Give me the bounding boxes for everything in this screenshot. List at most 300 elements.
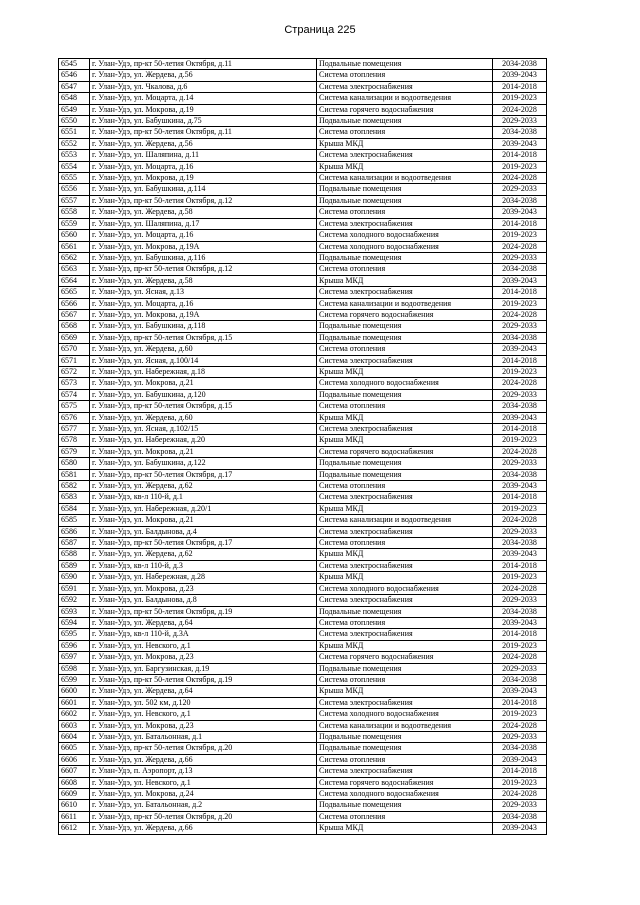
system-cell: Система отопления <box>317 207 493 218</box>
system-cell: Подвальные помещения <box>317 731 493 742</box>
row-number: 6570 <box>59 344 90 355</box>
address-cell: г. Улан-Удэ, ул. Невского, д.1 <box>90 709 317 720</box>
period-cell: 2024-2028 <box>493 104 547 115</box>
row-number: 6553 <box>59 150 90 161</box>
row-number: 6580 <box>59 458 90 469</box>
table-row <box>59 173 547 184</box>
address-cell: г. Улан-Удэ, ул. Мокрова, д.19 <box>90 173 317 184</box>
row-number: 6587 <box>59 538 90 549</box>
period-cell: 2034-2038 <box>493 811 547 822</box>
address-cell: г. Улан-Удэ, ул. Чкалова, д.6 <box>90 81 317 92</box>
row-number: 6589 <box>59 560 90 571</box>
row-number: 6607 <box>59 766 90 777</box>
table-row <box>59 81 547 92</box>
table-row <box>59 629 547 640</box>
table-row <box>59 697 547 708</box>
table-row <box>59 70 547 81</box>
row-number: 6560 <box>59 230 90 241</box>
system-cell: Система электроснабжения <box>317 287 493 298</box>
row-number: 6572 <box>59 366 90 377</box>
row-number: 6600 <box>59 686 90 697</box>
system-cell: Подвальные помещения <box>317 458 493 469</box>
address-cell: г. Улан-Удэ, ул. Набережная, д.20 <box>90 435 317 446</box>
table-row <box>59 800 547 811</box>
period-cell: 2039-2043 <box>493 70 547 81</box>
system-cell: Подвальные помещения <box>317 663 493 674</box>
row-number: 6547 <box>59 81 90 92</box>
system-cell: Подвальные помещения <box>317 606 493 617</box>
table-row <box>59 720 547 731</box>
table-row <box>59 789 547 800</box>
system-cell: Система отопления <box>317 811 493 822</box>
address-cell: г. Улан-Удэ, ул. Мокрова, д.21 <box>90 515 317 526</box>
system-cell: Крыша МКД <box>317 138 493 149</box>
system-cell: Система электроснабжения <box>317 150 493 161</box>
row-number: 6563 <box>59 264 90 275</box>
address-cell: г. Улан-Удэ, ул. Моцарта, д.16 <box>90 298 317 309</box>
system-cell: Система отопления <box>317 70 493 81</box>
period-cell: 2039-2043 <box>493 412 547 423</box>
address-cell: г. Улан-Удэ, ул. Мокрова, д.21 <box>90 446 317 457</box>
row-number: 6592 <box>59 595 90 606</box>
table-row <box>59 207 547 218</box>
row-number: 6610 <box>59 800 90 811</box>
row-number: 6579 <box>59 446 90 457</box>
period-cell: 2029-2033 <box>493 389 547 400</box>
table-row <box>59 674 547 685</box>
period-cell: 2029-2033 <box>493 526 547 537</box>
system-cell: Система горячего водоснабжения <box>317 777 493 788</box>
table-row <box>59 298 547 309</box>
period-cell: 2039-2043 <box>493 138 547 149</box>
table-row <box>59 743 547 754</box>
address-cell: г. Улан-Удэ, ул. Бабушкина, д.122 <box>90 458 317 469</box>
address-cell: г. Улан-Удэ, ул. Мокрова, д.19А <box>90 241 317 252</box>
period-cell: 2019-2023 <box>493 777 547 788</box>
address-cell: г. Улан-Удэ, ул. Невского, д.1 <box>90 777 317 788</box>
period-cell: 2019-2023 <box>493 161 547 172</box>
address-cell: г. Улан-Удэ, ул. Бабушкина, д.75 <box>90 116 317 127</box>
table-row <box>59 469 547 480</box>
row-number: 6595 <box>59 629 90 640</box>
row-number: 6556 <box>59 184 90 195</box>
period-cell: 2034-2038 <box>493 606 547 617</box>
system-cell: Крыша МКД <box>317 275 493 286</box>
table-row <box>59 492 547 503</box>
table-row <box>59 412 547 423</box>
table-row <box>59 378 547 389</box>
address-cell: г. Улан-Удэ, ул. Ясная, д.102/15 <box>90 424 317 435</box>
row-number: 6598 <box>59 663 90 674</box>
period-cell: 2039-2043 <box>493 686 547 697</box>
system-cell: Система электроснабжения <box>317 526 493 537</box>
period-cell: 2029-2033 <box>493 458 547 469</box>
system-cell: Система электроснабжения <box>317 560 493 571</box>
row-number: 6559 <box>59 218 90 229</box>
address-cell: г. Улан-Удэ, ул. Шаляпина, д.17 <box>90 218 317 229</box>
system-cell: Система горячего водоснабжения <box>317 446 493 457</box>
period-cell: 2034-2038 <box>493 401 547 412</box>
row-number: 6583 <box>59 492 90 503</box>
address-cell: г. Улан-Удэ, ул. Баргузинская, д.19 <box>90 663 317 674</box>
period-cell: 2024-2028 <box>493 583 547 594</box>
system-cell: Крыша МКД <box>317 686 493 697</box>
address-cell: г. Улан-Удэ, ул. Мокрова, д.19А <box>90 309 317 320</box>
system-cell: Система отопления <box>317 264 493 275</box>
address-cell: г. Улан-Удэ, ул. Жердева, д.62 <box>90 481 317 492</box>
period-cell: 2024-2028 <box>493 309 547 320</box>
system-cell: Крыша МКД <box>317 503 493 514</box>
address-cell: г. Улан-Удэ, ул. Балдынова, д.4 <box>90 526 317 537</box>
address-cell: г. Улан-Удэ, ул. Ясная, д.13 <box>90 287 317 298</box>
period-cell: 2034-2038 <box>493 538 547 549</box>
row-number: 6567 <box>59 309 90 320</box>
period-cell: 2029-2033 <box>493 663 547 674</box>
system-cell: Система электроснабжения <box>317 424 493 435</box>
row-number: 6546 <box>59 70 90 81</box>
table-row <box>59 617 547 628</box>
period-cell: 2029-2033 <box>493 800 547 811</box>
system-cell: Система канализации и водоотведения <box>317 515 493 526</box>
row-number: 6552 <box>59 138 90 149</box>
system-cell: Крыша МКД <box>317 161 493 172</box>
row-number: 6605 <box>59 743 90 754</box>
system-cell: Система отопления <box>317 401 493 412</box>
row-number: 6606 <box>59 754 90 765</box>
address-cell: г. Улан-Удэ, ул. Мокрова, д.23 <box>90 720 317 731</box>
table-row <box>59 195 547 206</box>
row-number: 6562 <box>59 252 90 263</box>
table-row <box>59 321 547 332</box>
row-number: 6601 <box>59 697 90 708</box>
row-number: 6571 <box>59 355 90 366</box>
address-cell: г. Улан-Удэ, ул. Батальонная, д.1 <box>90 731 317 742</box>
system-cell: Крыша МКД <box>317 549 493 560</box>
period-cell: 2039-2043 <box>493 481 547 492</box>
system-cell: Система горячего водоснабжения <box>317 309 493 320</box>
period-cell: 2034-2038 <box>493 332 547 343</box>
address-cell: г. Улан-Удэ, ул. Набережная, д.18 <box>90 366 317 377</box>
system-cell: Подвальные помещения <box>317 800 493 811</box>
row-number: 6582 <box>59 481 90 492</box>
system-cell: Система холодного водоснабжения <box>317 583 493 594</box>
row-number: 6554 <box>59 161 90 172</box>
period-cell: 2014-2018 <box>493 218 547 229</box>
address-cell: г. Улан-Удэ, ул. Жердева, д.58 <box>90 275 317 286</box>
row-number: 6564 <box>59 275 90 286</box>
table-row <box>59 389 547 400</box>
period-cell: 2034-2038 <box>493 674 547 685</box>
row-number: 6609 <box>59 789 90 800</box>
table-row <box>59 264 547 275</box>
system-cell: Система электроснабжения <box>317 492 493 503</box>
table-row <box>59 560 547 571</box>
system-cell: Система отопления <box>317 754 493 765</box>
table-row <box>59 435 547 446</box>
system-cell: Система канализации и водоотведения <box>317 720 493 731</box>
system-cell: Система отопления <box>317 674 493 685</box>
period-cell: 2034-2038 <box>493 743 547 754</box>
period-cell: 2024-2028 <box>493 652 547 663</box>
row-number: 6611 <box>59 811 90 822</box>
period-cell: 2024-2028 <box>493 446 547 457</box>
period-cell: 2029-2033 <box>493 184 547 195</box>
period-cell: 2019-2023 <box>493 366 547 377</box>
system-cell: Система электроснабжения <box>317 218 493 229</box>
address-cell: г. Улан-Удэ, ул. Жердева, д.66 <box>90 754 317 765</box>
system-cell: Система электроснабжения <box>317 766 493 777</box>
table-row <box>59 93 547 104</box>
system-cell: Подвальные помещения <box>317 389 493 400</box>
row-number: 6597 <box>59 652 90 663</box>
period-cell: 2034-2038 <box>493 59 547 70</box>
system-cell: Крыша МКД <box>317 572 493 583</box>
address-cell: г. Улан-Удэ, ул. Моцарта, д.14 <box>90 93 317 104</box>
table-row <box>59 366 547 377</box>
system-cell: Система электроснабжения <box>317 629 493 640</box>
repair-schedule-table <box>58 58 547 835</box>
table-row <box>59 275 547 286</box>
system-cell: Система отопления <box>317 481 493 492</box>
table-row <box>59 309 547 320</box>
page-title: Страница 225 <box>284 24 356 36</box>
address-cell: г. Улан-Удэ, ул. Набережная, д.20/1 <box>90 503 317 514</box>
address-cell: г. Улан-Удэ, ул. Мокрова, д.23 <box>90 652 317 663</box>
table-row <box>59 709 547 720</box>
row-number: 6549 <box>59 104 90 115</box>
row-number: 6548 <box>59 93 90 104</box>
address-cell: г. Улан-Удэ, ул. Жердева, д.56 <box>90 70 317 81</box>
system-cell: Система электроснабжения <box>317 355 493 366</box>
row-number: 6557 <box>59 195 90 206</box>
table-row <box>59 595 547 606</box>
address-cell: г. Улан-Удэ, ул. Ясная, д.100/14 <box>90 355 317 366</box>
table-row <box>59 241 547 252</box>
period-cell: 2029-2033 <box>493 731 547 742</box>
address-cell: г. Улан-Удэ, ул. Жердева, д.62 <box>90 549 317 560</box>
table-row <box>59 731 547 742</box>
address-cell: г. Улан-Удэ, пр-кт 50-летия Октября, д.15 <box>90 401 317 412</box>
period-cell: 2019-2023 <box>493 298 547 309</box>
system-cell: Система отопления <box>317 617 493 628</box>
system-cell: Крыша МКД <box>317 435 493 446</box>
address-cell: г. Улан-Удэ, пр-кт 50-летия Октября, д.19 <box>90 606 317 617</box>
period-cell: 2024-2028 <box>493 515 547 526</box>
address-cell: г. Улан-Удэ, кв-л 110-й, д.3 <box>90 560 317 571</box>
period-cell: 2039-2043 <box>493 754 547 765</box>
table-row <box>59 161 547 172</box>
row-number: 6545 <box>59 59 90 70</box>
system-cell: Крыша МКД <box>317 412 493 423</box>
table-row <box>59 777 547 788</box>
address-cell: г. Улан-Удэ, кв-л 110-й, д.1 <box>90 492 317 503</box>
address-cell: г. Улан-Удэ, ул. Жердева, д.60 <box>90 344 317 355</box>
row-number: 6588 <box>59 549 90 560</box>
period-cell: 2014-2018 <box>493 766 547 777</box>
period-cell: 2024-2028 <box>493 720 547 731</box>
system-cell: Подвальные помещения <box>317 321 493 332</box>
address-cell: г. Улан-Удэ, ул. Бабушкина, д.118 <box>90 321 317 332</box>
system-cell: Подвальные помещения <box>317 195 493 206</box>
table-row <box>59 424 547 435</box>
table-row <box>59 652 547 663</box>
system-cell: Система холодного водоснабжения <box>317 789 493 800</box>
period-cell: 2039-2043 <box>493 823 547 834</box>
system-cell: Система горячего водоснабжения <box>317 104 493 115</box>
row-number: 6561 <box>59 241 90 252</box>
row-number: 6596 <box>59 640 90 651</box>
address-cell: г. Улан-Удэ, ул. Жердева, д.60 <box>90 412 317 423</box>
period-cell: 2029-2033 <box>493 116 547 127</box>
row-number: 6593 <box>59 606 90 617</box>
table-row <box>59 184 547 195</box>
period-cell: 2029-2033 <box>493 321 547 332</box>
system-cell: Подвальные помещения <box>317 332 493 343</box>
address-cell: г. Улан-Удэ, ул. Шаляпина, д.11 <box>90 150 317 161</box>
row-number: 6590 <box>59 572 90 583</box>
address-cell: г. Улан-Удэ, пр-кт 50-летия Октября, д.20 <box>90 743 317 754</box>
system-cell: Подвальные помещения <box>317 116 493 127</box>
system-cell: Система холодного водоснабжения <box>317 230 493 241</box>
system-cell: Система электроснабжения <box>317 81 493 92</box>
table-row <box>59 538 547 549</box>
row-number: 6573 <box>59 378 90 389</box>
system-cell: Подвальные помещения <box>317 469 493 480</box>
row-number: 6584 <box>59 503 90 514</box>
table-row <box>59 446 547 457</box>
row-number: 6585 <box>59 515 90 526</box>
system-cell: Крыша МКД <box>317 823 493 834</box>
period-cell: 2014-2018 <box>493 560 547 571</box>
address-cell: г. Улан-Удэ, пр-кт 50-летия Октября, д.12 <box>90 264 317 275</box>
period-cell: 2039-2043 <box>493 549 547 560</box>
address-cell: г. Улан-Удэ, ул. 502 км, д.120 <box>90 697 317 708</box>
table-row <box>59 401 547 412</box>
row-number: 6602 <box>59 709 90 720</box>
period-cell: 2014-2018 <box>493 287 547 298</box>
address-cell: г. Улан-Удэ, пр-кт 50-летия Октября, д.12 <box>90 195 317 206</box>
row-number: 6550 <box>59 116 90 127</box>
system-cell: Подвальные помещения <box>317 743 493 754</box>
address-cell: г. Улан-Удэ, ул. Батальонная, д.2 <box>90 800 317 811</box>
period-cell: 2034-2038 <box>493 469 547 480</box>
row-number: 6558 <box>59 207 90 218</box>
table-row <box>59 515 547 526</box>
address-cell: г. Улан-Удэ, ул. Мокрова, д.24 <box>90 789 317 800</box>
table-row <box>59 458 547 469</box>
system-cell: Система канализации и водоотведения <box>317 298 493 309</box>
table-row <box>59 138 547 149</box>
address-cell: г. Улан-Удэ, ул. Бабушкина, д.120 <box>90 389 317 400</box>
period-cell: 2019-2023 <box>493 503 547 514</box>
address-cell: г. Улан-Удэ, ул. Жердева, д.56 <box>90 138 317 149</box>
address-cell: г. Улан-Удэ, ул. Балдынова, д.8 <box>90 595 317 606</box>
system-cell: Крыша МКД <box>317 366 493 377</box>
period-cell: 2039-2043 <box>493 275 547 286</box>
address-cell: г. Улан-Удэ, п. Аэропорт, д.13 <box>90 766 317 777</box>
row-number: 6604 <box>59 731 90 742</box>
period-cell: 2034-2038 <box>493 127 547 138</box>
table-row <box>59 686 547 697</box>
row-number: 6569 <box>59 332 90 343</box>
row-number: 6612 <box>59 823 90 834</box>
period-cell: 2014-2018 <box>493 697 547 708</box>
system-cell: Подвальные помещения <box>317 252 493 263</box>
row-number: 6577 <box>59 424 90 435</box>
period-cell: 2019-2023 <box>493 93 547 104</box>
system-cell: Крыша МКД <box>317 640 493 651</box>
system-cell: Подвальные помещения <box>317 184 493 195</box>
address-cell: г. Улан-Удэ, ул. Жердева, д.64 <box>90 617 317 628</box>
system-cell: Система холодного водоснабжения <box>317 378 493 389</box>
table-row <box>59 344 547 355</box>
address-cell: г. Улан-Удэ, ул. Мокрова, д.21 <box>90 378 317 389</box>
address-cell: г. Улан-Удэ, пр-кт 50-летия Октября, д.11 <box>90 127 317 138</box>
address-cell: г. Улан-Удэ, ул. Жердева, д.66 <box>90 823 317 834</box>
period-cell: 2024-2028 <box>493 241 547 252</box>
system-cell: Система отопления <box>317 127 493 138</box>
period-cell: 2034-2038 <box>493 195 547 206</box>
address-cell: г. Улан-Удэ, кв-л 110-й, д.3А <box>90 629 317 640</box>
table-row <box>59 754 547 765</box>
system-cell: Система канализации и водоотведения <box>317 93 493 104</box>
table-row <box>59 127 547 138</box>
period-cell: 2029-2033 <box>493 595 547 606</box>
address-cell: г. Улан-Удэ, ул. Набережная, д.28 <box>90 572 317 583</box>
address-cell: г. Улан-Удэ, пр-кт 50-летия Октября, д.15 <box>90 332 317 343</box>
address-cell: г. Улан-Удэ, ул. Моцарта, д.16 <box>90 161 317 172</box>
period-cell: 2024-2028 <box>493 378 547 389</box>
period-cell: 2034-2038 <box>493 264 547 275</box>
period-cell: 2024-2028 <box>493 789 547 800</box>
period-cell: 2019-2023 <box>493 230 547 241</box>
period-cell: 2024-2028 <box>493 173 547 184</box>
row-number: 6591 <box>59 583 90 594</box>
system-cell: Система холодного водоснабжения <box>317 241 493 252</box>
row-number: 6578 <box>59 435 90 446</box>
row-number: 6555 <box>59 173 90 184</box>
address-cell: г. Улан-Удэ, ул. Бабушкина, д.114 <box>90 184 317 195</box>
table-row <box>59 823 547 834</box>
table-row <box>59 811 547 822</box>
address-cell: г. Улан-Удэ, ул. Жердева, д.58 <box>90 207 317 218</box>
address-cell: г. Улан-Удэ, ул. Мокрова, д.23 <box>90 583 317 594</box>
table-row <box>59 332 547 343</box>
row-number: 6608 <box>59 777 90 788</box>
period-cell: 2014-2018 <box>493 424 547 435</box>
row-number: 6603 <box>59 720 90 731</box>
address-cell: г. Улан-Удэ, пр-кт 50-летия Октября, д.20 <box>90 811 317 822</box>
table-row <box>59 481 547 492</box>
table-row <box>59 572 547 583</box>
table-row <box>59 766 547 777</box>
table-row <box>59 150 547 161</box>
table-body <box>59 59 547 835</box>
row-number: 6565 <box>59 287 90 298</box>
period-cell: 2019-2023 <box>493 640 547 651</box>
period-cell: 2029-2033 <box>493 252 547 263</box>
table-row <box>59 287 547 298</box>
table-row <box>59 230 547 241</box>
period-cell: 2039-2043 <box>493 344 547 355</box>
row-number: 6566 <box>59 298 90 309</box>
row-number: 6551 <box>59 127 90 138</box>
table-row <box>59 526 547 537</box>
system-cell: Система электроснабжения <box>317 697 493 708</box>
row-number: 6599 <box>59 674 90 685</box>
address-cell: г. Улан-Удэ, ул. Бабушкина, д.116 <box>90 252 317 263</box>
system-cell: Система отопления <box>317 344 493 355</box>
